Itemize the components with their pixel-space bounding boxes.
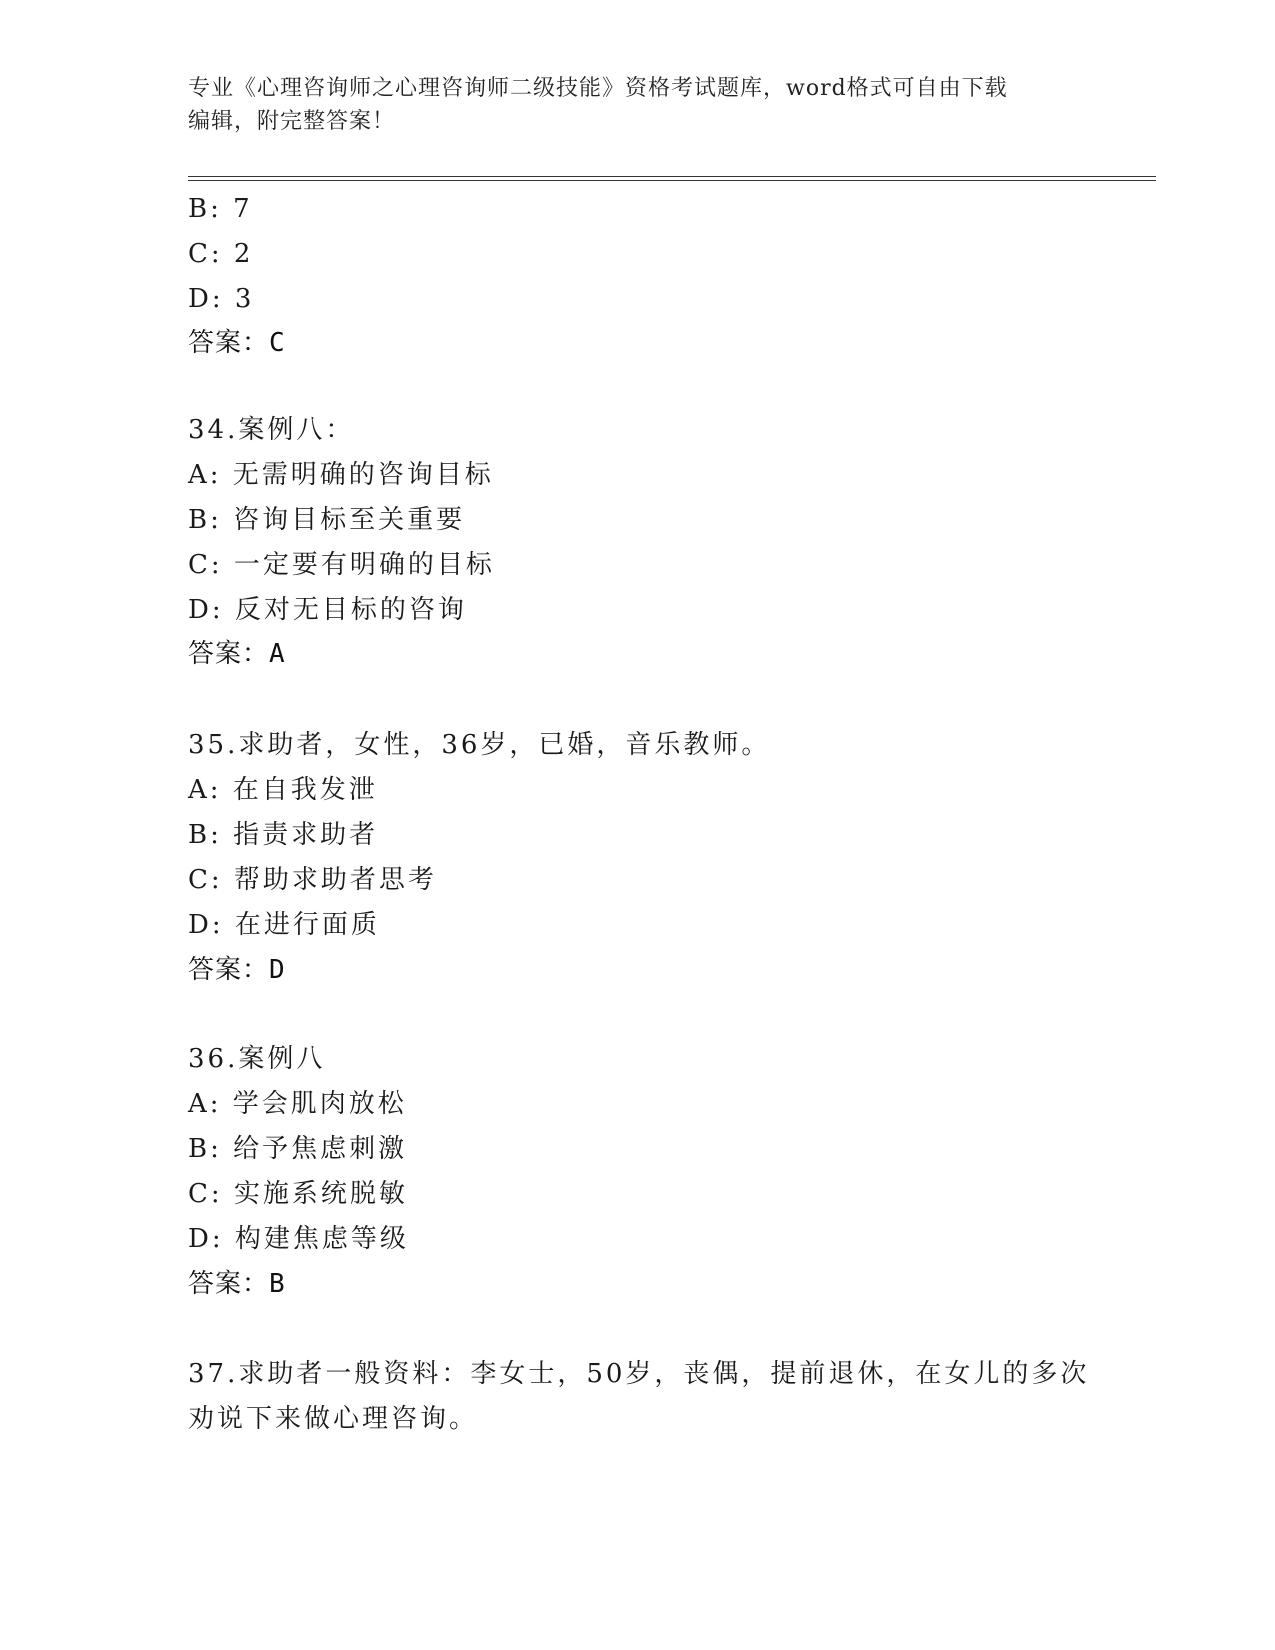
option-line: A: 在自我发泄 bbox=[188, 775, 378, 805]
answer-value: D bbox=[269, 955, 286, 985]
answer-label: 答案： bbox=[188, 1269, 270, 1299]
option-line: A: 无需明确的咨询目标 bbox=[188, 460, 494, 490]
answer-label: 答案： bbox=[188, 328, 270, 358]
answer-value: A bbox=[269, 639, 286, 669]
document-header bbox=[188, 72, 1088, 138]
answer-line bbox=[188, 327, 286, 359]
question-stem: 35.求助者，女性，36岁，已婚，音乐教师。 bbox=[188, 730, 771, 760]
option-line: B: 给予焦虑刺激 bbox=[188, 1134, 408, 1164]
option-line: D: 在进行面质 bbox=[188, 910, 380, 940]
header-rule-top bbox=[188, 176, 1156, 177]
question-stem: 34.案例八： bbox=[188, 415, 355, 445]
option-line: B: 指责求助者 bbox=[188, 820, 379, 850]
answer-line bbox=[188, 638, 286, 670]
option-line: A: 学会肌肉放松 bbox=[188, 1089, 407, 1119]
header-line-1: 专业《心理咨询师之心理咨询师二级技能》资格考试题库，word格式可自由下载 bbox=[188, 76, 1008, 101]
answer-label: 答案： bbox=[188, 639, 270, 669]
answer-line bbox=[188, 1268, 286, 1300]
question-stem: 37.求助者一般资料：李女士，50岁，丧偶，提前退休，在女儿的多次 bbox=[188, 1359, 1090, 1389]
option-line: D: 构建焦虑等级 bbox=[188, 1224, 409, 1254]
option-line: C: 实施系统脱敏 bbox=[188, 1179, 408, 1209]
answer-value: C bbox=[269, 328, 286, 358]
header-line-2: 编辑，附完整答案！ bbox=[188, 109, 396, 134]
option-line: C: 帮助求助者思考 bbox=[188, 865, 437, 895]
option-line: C: 一定要有明确的目标 bbox=[188, 550, 495, 580]
option-line: B: 咨询目标至关重要 bbox=[188, 505, 466, 535]
question-stem-continued: 劝说下来做心理咨询。 bbox=[188, 1404, 479, 1434]
option-line: C: 2 bbox=[188, 239, 254, 269]
question-stem: 36.案例八 bbox=[188, 1044, 326, 1074]
answer-value: B bbox=[269, 1269, 286, 1299]
answer-line bbox=[188, 954, 286, 986]
option-line: D: 3 bbox=[188, 284, 255, 314]
option-line: B: 7 bbox=[188, 194, 253, 224]
answer-label: 答案： bbox=[188, 955, 270, 985]
header-rule-bottom bbox=[188, 180, 1156, 181]
option-line: D: 反对无目标的咨询 bbox=[188, 595, 467, 625]
